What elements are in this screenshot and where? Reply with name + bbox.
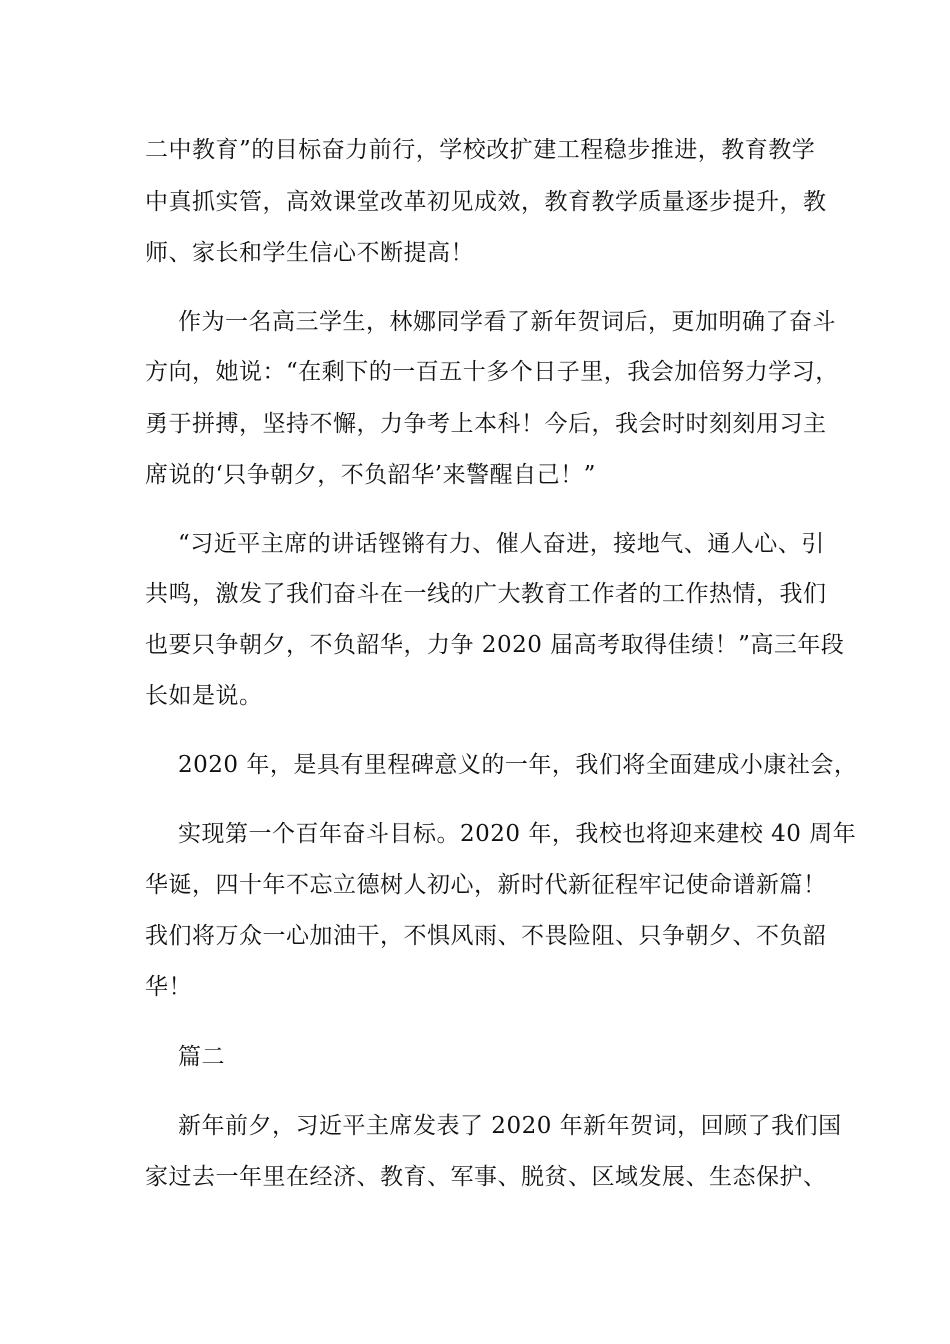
text-line: “习近平主席的讲话铿锵有力、催人奋进，接地气、通人心、引 [178,531,825,557]
text-line: 华！ [145,974,192,1000]
text-line: 我们将万众一心加油干，不惧风雨、不畏险阻、只争朝夕、不负韶 [145,923,827,949]
text-line: 师、家长和学生信心不断提高！ [145,240,474,266]
text-line: 家过去一年里在经济、教育、军事、脱贫、区域发展、生态保护、 [145,1164,827,1190]
text-line: 长如是说。 [145,683,263,709]
text-line: 中真抓实管，高效课堂改革初见成效，教育教学质量逐步提升，教 [145,189,827,215]
text-line: 二中教育”的目标奋力前行，学校改扩建工程稳步推进，教育教学 [145,137,816,163]
text-line: 勇于拼搏，坚持不懈，力争考上本科！今后，我会时时刻刻用习主 [145,411,827,437]
text-line: 共鸣，激发了我们奋斗在一线的广大教育工作者的工作热情，我们 [145,581,827,607]
text-line: 席说的‘只争朝夕，不负韶华’来警醒自己！” [145,462,596,488]
text-line: 实现第一个百年奋斗目标。2020 年，我校也将迎来建校 40 周年 [178,821,857,847]
section-heading: 篇二 [178,1044,225,1070]
text-line: 也要只争朝夕，不负韶华，力争 2020 届高考取得佳绩！”高三年段 [145,632,845,658]
text-line: 2020 年，是具有里程碑意义的一年，我们将全面建成小康社会， [178,752,858,778]
text-line: 方向，她说：“在剩下的一百五十多个日子里，我会加倍努力学习， [145,359,839,385]
text-line: 作为一名高三学生，林娜同学看了新年贺词后，更加明确了奋斗 [178,309,836,335]
text-line: 华诞，四十年不忘立德树人初心，新时代新征程牢记使命谱新篇！ [145,872,827,898]
text-line: 新年前夕，习近平主席发表了 2020 年新年贺词，回顾了我们国 [178,1113,842,1139]
